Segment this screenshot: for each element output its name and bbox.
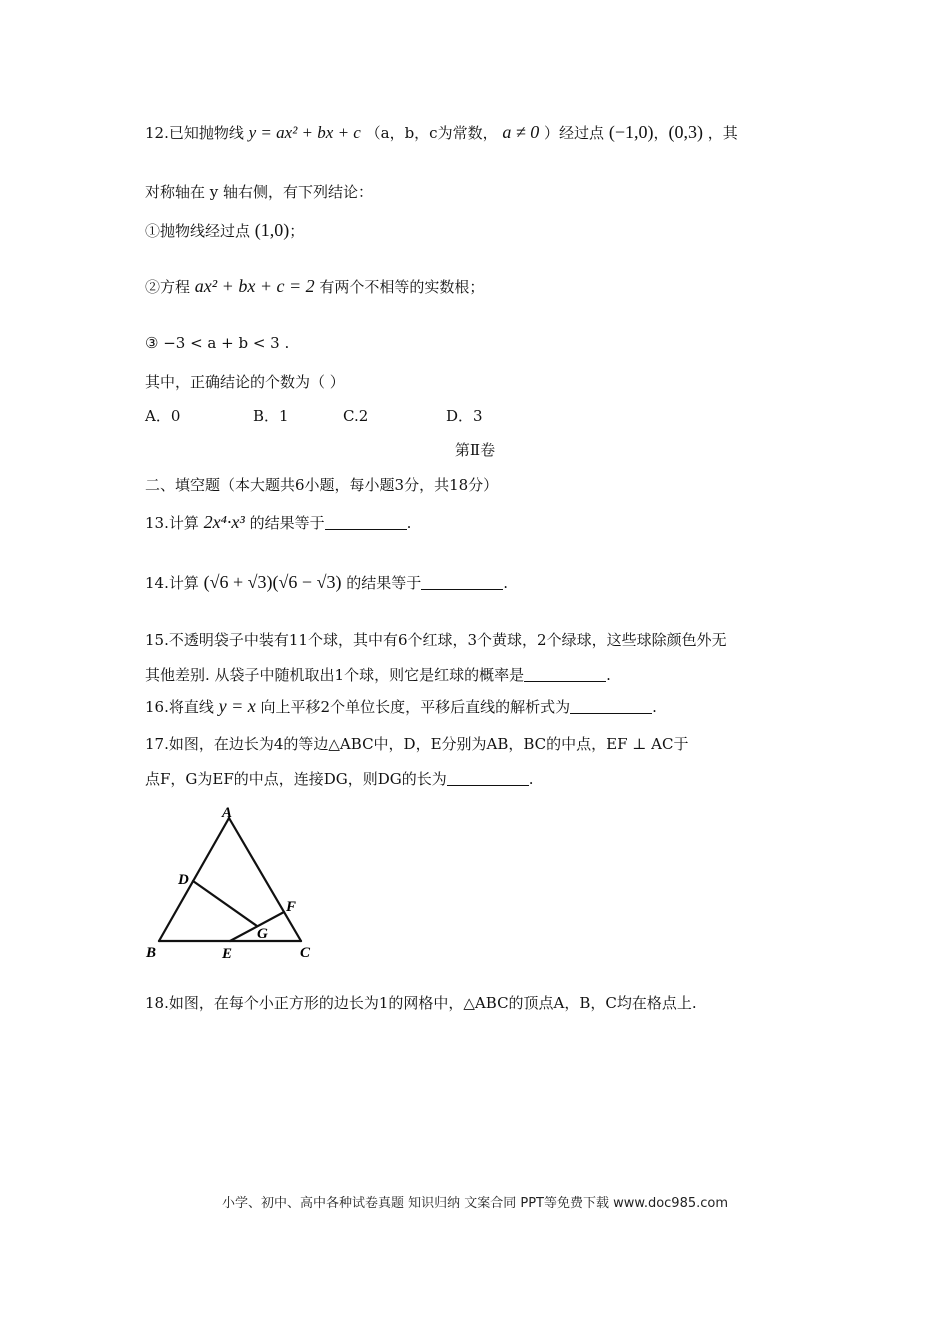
option-a: A．0: [145, 407, 181, 425]
section-title: 第Ⅱ卷: [454, 441, 496, 459]
answer-blank: [447, 771, 529, 786]
part-2-heading: 二、填空题（本大题共6小题，每小题3分，共18分）: [145, 476, 499, 494]
question-14: 14.计算 (√6 + √3)(√6 − √3) 的结果等于 .: [145, 572, 509, 592]
answer-blank: [524, 667, 606, 682]
triangle-figure: [140, 800, 340, 970]
label-g: G: [257, 926, 268, 942]
q12-conclusion-3: ③ −3 < a + b < 3 .: [145, 334, 290, 352]
label-e: E: [222, 946, 233, 962]
q12-options: [145, 405, 483, 426]
q12-line-2: 对称轴在 y 轴右侧，有下列结论：: [145, 183, 374, 201]
label-f: F: [286, 899, 297, 915]
label-d: D: [178, 872, 189, 888]
question-18: 18.如图，在每个小正方形的边长为1的网格中，△ABC的顶点A，B，C均在格点上.: [145, 994, 697, 1012]
label-b: B: [146, 945, 157, 961]
label-a: A: [222, 805, 233, 821]
q12-line-1: 12.已知抛物线 y = ax² + bx + c （a，b，c为常数， a ≠ 0 ）经过点 (−1,0)，(0,3) ，其: [145, 122, 738, 142]
q12-question: 其中，正确结论的个数为（ ）: [145, 373, 345, 391]
answer-blank: [325, 515, 407, 530]
side-ab: [159, 818, 229, 941]
page-footer: 小学、初中、高中各种试卷真题 知识归纳 文案合同 PPT等免费下载 www.doc985.com: [221, 1196, 729, 1211]
q12-conclusion-1: ①抛物线经过点 (1,0)；: [145, 220, 305, 240]
option-c: C.2: [343, 407, 369, 425]
question-16: 16.将直线 y = x 向上平移2个单位长度，平移后直线的解析式为 .: [145, 696, 657, 716]
question-13: 13.计算 2x⁴·x³ 的结果等于 .: [145, 512, 412, 532]
answer-blank: [570, 699, 652, 714]
label-c: C: [300, 945, 311, 961]
answer-blank: [421, 575, 503, 590]
q12-conclusion-2: ②方程 ax² + bx + c = 2 有两个不相等的实数根；: [145, 276, 485, 296]
segment-dg: [193, 881, 257, 926]
option-b: B．1: [253, 407, 289, 425]
option-d: D．3: [446, 407, 483, 425]
